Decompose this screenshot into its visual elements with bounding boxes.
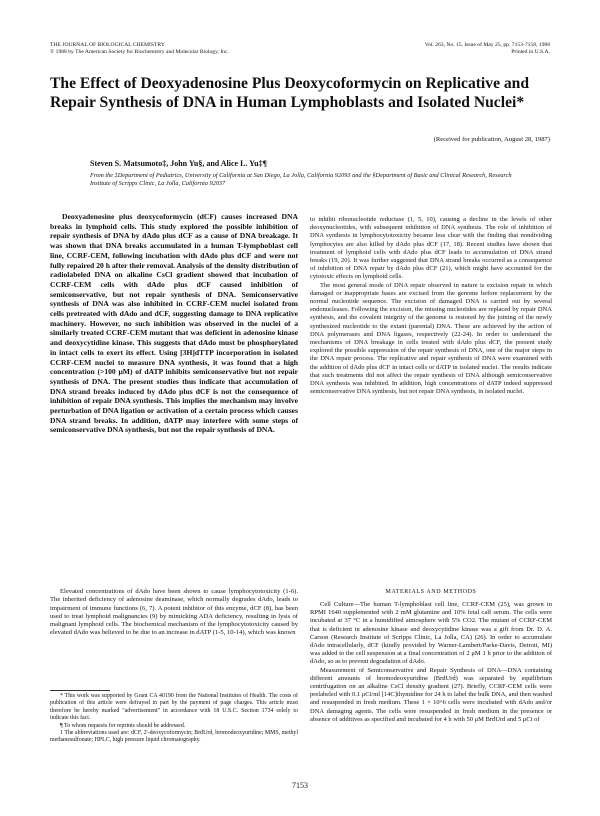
introduction-continued bbox=[310, 216, 552, 396]
footnote: 1 The abbreviations used are: dCF, 2'-deoxycoformycin; BrdUrd, bromodeoxyuridine; MMS, methyl methanesulfonate; HPLC, high pressure liquid chromatography. bbox=[50, 730, 298, 744]
footnote: ¶ To whom requests for reprints should be addressed. bbox=[60, 722, 186, 729]
footnote: * This work was supported by Grant CA 40190 from the National Institutes of Health. The costs of publication of this article were defrayed in part by the payment of page charges. This article must therefore be hereby marked "advertisement" in accordance with 18 U.S.C. Section 1734 solely to indicate this fact. bbox=[50, 693, 298, 722]
body-paragraph: The most general mode of DNA repair observed in nature is excision repair in which damaged or inappropriate bases are excised from the genome before replacement by the normal nucleotide sequence. The excision of damaged DNA is carried out by several endonucleases. Following the excision, the missing nucleotides are replaced by repair DNA synthesis, and the covalent integrity of the genome is restored by the joining of the newly synthesized nucleotide to the extant (parental) DNA. These are achieved by the action of DNA polymerases and DNA ligases, respectively (22-24). In order to understand the mechanisms of DNA breakage in cells treated with dAdo plus dCF, the present study explored the possible suppression of the repair synthesis of DNA, one of the major steps in the DNA repair process. The replicative and repair synthesis of DNA were examined with the addition of dAdo plus dCF in intact cells or dATP in isolated nuclei. The results indicate that such treatments did not affect the repair synthesis of DNA although semiconservative DNA synthesis was inhibited. In addition, high concentrations of dATP indeed suppressed semiconservative DNA synthesis, but not repair DNA synthesis, in isolated nuclei. bbox=[310, 281, 552, 396]
copyright-line: © 1988 by The American Society for Biochemistry and Molecular Biology, Inc. bbox=[50, 49, 229, 55]
introduction-start: Elevated concentrations of dAdo have been shown to cause lymphocytotoxicity (1-6). The inherited deficiency of adenosine deaminase, which normally degrades dAdo, leads to impairment of immune functions (6, 7). A potent inhibitor of this enzyme, dCF (8), has been used to treat lymphoid malignancies (9) by mimicking ADA deficiency, resulting in lysis of malignant lymphoid cells. The biochemical mechanism of the lymphocytotoxicity caused by elevated dAdo was believed to be due to an increase in dATP (1-5, 10-14), which was known bbox=[50, 588, 298, 637]
article-title: The Effect of Deoxyadenosine Plus Deoxycoformycin on Replicative and Repair Synthesis of DNA in Human Lymphoblasts and Isolated Nuclei* bbox=[50, 75, 530, 111]
methods-section bbox=[310, 601, 552, 724]
journal-name: THE JOURNAL OF BIOLOGICAL CHEMISTRY bbox=[50, 42, 165, 48]
abstract: Deoxyadenosine plus deoxycoformycin (dCF) causes increased DNA breaks in lymphoid cells. This study explored the possible inhibition of repair synthesis of DNA by dAdo plus dCF as a cause of DNA breakage. It was shown that DNA breaks accumulated in a human T-lymphoblast cell line, CCRF-CEM, following incubation with dAdo plus dCF and were not fully repaired 20 h after their removal. Analysis of the density distribution of radiolabeled DNA on alkaline CsCl gradient showed that incubation of CCRF-CEM cells with dAdo plus dCF caused inhibition of semiconservative, but not repair synthesis of DNA. Semiconservative synthesis of DNA was also inhibited in CCRF-CEM nuclei isolated from cells pretreated with dAdo and dCF, suggesting damage to DNA replicative machinery. However, no such inhibition was observed in the nuclei of a similarly treated CCRF-CEM mutant that was deficient in adenosine kinase and deoxycytidine kinase. This suggests that dAdo must be phosphorylated in intact cells to exert its effect. Using [3H]dTTP incorporation in isolated CCRF-CEM nuclei to measure DNA synthesis, it was found that a high concentration (>100 μM) of dATP inhibits semiconservative but not repair synthesis of DNA. The present studies thus indicate that accumulation of DNA strand breaks induced by dAdo plus dCF is not the consequence of inhibition of repair DNA synthesis. This implies the mechanism may involve perturbation of DNA ligation or activation of a certain process which causes DNA strand breaks. In addition, dATP may interfere with some steps of semiconservative DNA synthesis, but not the repair synthesis of DNA. bbox=[50, 212, 298, 435]
page-number: 7153 bbox=[292, 781, 308, 790]
printed-line: Printed in U.S.A. bbox=[511, 49, 550, 55]
footnotes bbox=[50, 693, 298, 745]
footnote-divider bbox=[50, 690, 110, 691]
body-paragraph: Measurement of Semiconservative and Repair Synthesis of DNA—DNA containing different amounts of bromodeoxyuridine (BrdUrd) was separated by equilibrium centrifugation on an alkaline CsCl density gradient (27). Briefly, CCRF-CEM cells were prelabeled with 0.1 μCi/ml [14C]thymidine for 24 h to label the bulk DNA, and then washed and resuspended in fresh medium. These 1 × 10^6 cells were incubated with dAdo and/or DNA damaging agents. The cells were resuspended in fresh medium in the presence or absence of additives as specified and incubated for 4 h with 50 μM BrdUrd and 5 μCi of bbox=[310, 666, 552, 723]
received-date: (Received for publication, August 28, 1987) bbox=[433, 136, 550, 143]
journal-header-left bbox=[50, 42, 330, 56]
body-paragraph: to inhibit ribonucleotide reductase (1, 5, 10), causing a decline in the levels of other deoxynucleotides, with subsequent inhibition of DNA synthesis. The role of inhibition of DNA synthesis in lymphocytotoxicity became less clear with the finding that nondividing lymphocytes are also killed by dAdo plus dCF (17, 18). Recent studies have shown that treatment of lymphoid cells with dAdo plus dCF leads to accumulation of DNA strand breaks (19, 20). It was further suggested that DNA strand breaks occurred as a consequence of inhibition of DNA repair by dAdo plus dCF (21), which might have accounted for the cytotoxic effects on lymphoid cells. bbox=[310, 216, 552, 281]
author-list: Steven S. Matsumoto‡, John Yu§, and Alice L. Yu‡¶ bbox=[90, 159, 267, 168]
volume-line: Vol. 263, No. 15, Issue of May 25, pp. 7153-7158, 1988 bbox=[424, 42, 550, 48]
body-paragraph: Cell Culture—The human T-lymphoblast cell line, CCRF-CEM (25), was grown in RPMI 1640 supplemented with 2 mM glutamine and 10% fetal calf serum. The cells were incubated at 37 °C in a humidified atmosphere with 5% CO2. The mutant of CCRF-CEM that is deficient in adenosine kinase and deoxycytidine kinase was a gift from Dr. D. A. Carson (Research Institute of Scripps Clinic, La Jolla, CA) (26). In order to accumulate dAdo intracellularly, dCF (kindly provided by Warner-Lambert/Parke-Davis, Detroit, MI) was added to the cell suspension at a final concentration of 2 μM 1 h prior to the addition of dAdo, so as to prevent degradation of dAdo. bbox=[310, 601, 552, 666]
section-heading: MATERIALS AND METHODS bbox=[385, 589, 477, 595]
journal-header-right bbox=[310, 42, 550, 56]
author-affiliation: From the ‡Department of Pediatrics, University of California at San Diego, La Jolla, California 92093 and the §Department of Basic and Clinical Research, Research Institute of Scripps Clinic, La Jolla, California 92037 bbox=[90, 172, 512, 188]
